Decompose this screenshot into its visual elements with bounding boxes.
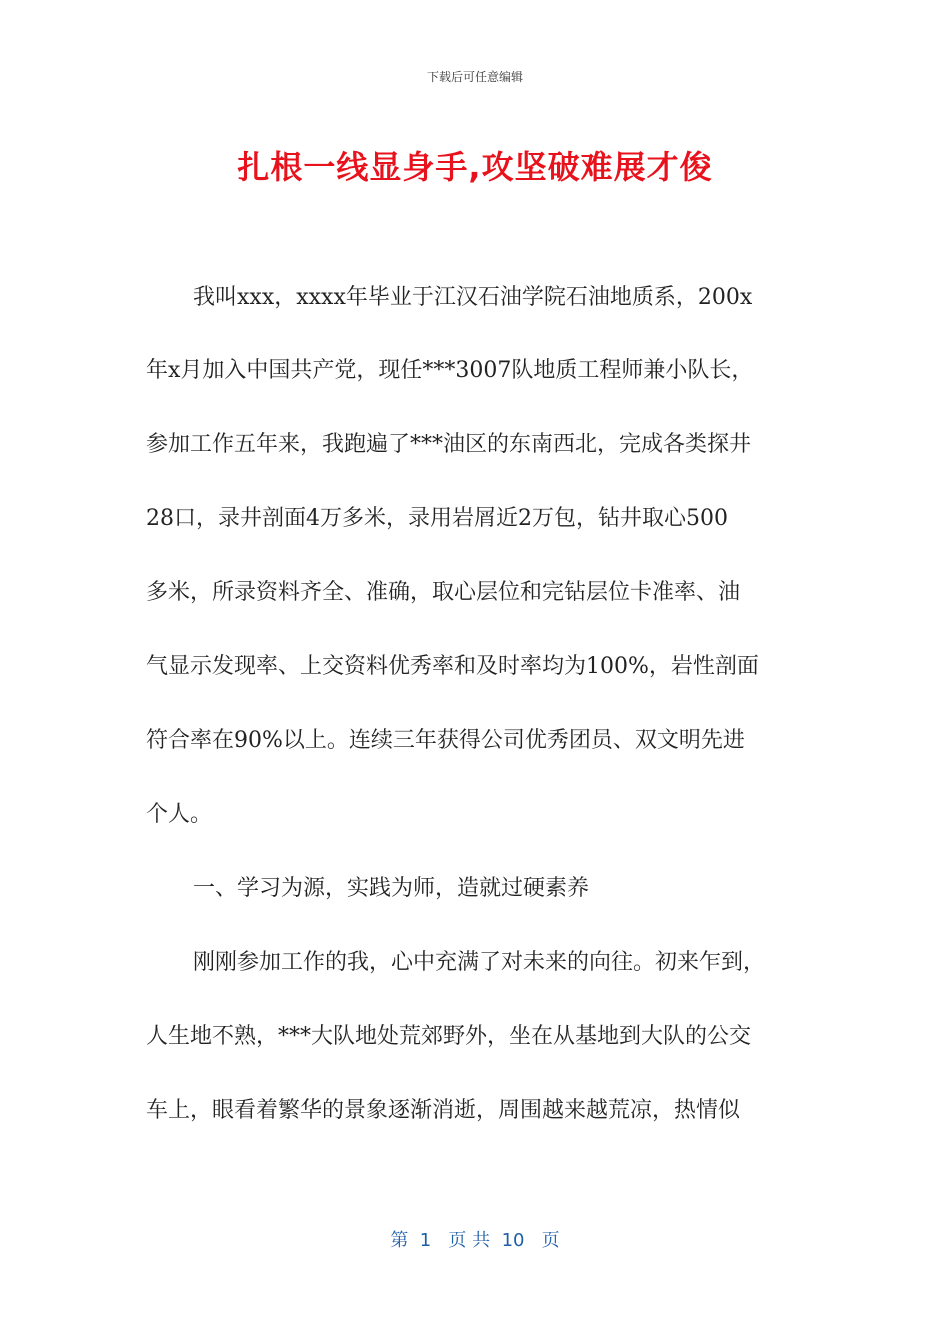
page-number-footer: 第 1 页 共 10 页 [390, 1230, 560, 1251]
paragraph-line: 个人。 [146, 802, 213, 827]
header-note: 下载后可任意编辑 [426, 70, 523, 84]
paragraph-line: 参加工作五年来，我跑遍了***油区的东南西北，完成各类探井 [146, 432, 752, 457]
paragraph-line: 符合率在90%以上。连续三年获得公司优秀团员、双文明先进 [146, 728, 745, 753]
section-heading: 一、学习为源，实践为师，造就过硬素养 [193, 876, 590, 901]
paragraph-line: 年x月加入中国共产党，现任***3007队地质工程师兼小队长， [146, 358, 754, 383]
paragraph-line: 我叫xxx，xxxx年毕业于江汉石油学院石油地质系，200x [193, 285, 753, 310]
document-title: 扎根一线显身手,攻坚破难展才俊 [237, 148, 713, 186]
paragraph-line: 气显示发现率、上交资料优秀率和及时率均为100%，岩性剖面 [146, 654, 759, 679]
paragraph-line: 车上，眼看着繁华的景象逐渐消逝，周围越来越荒凉，热情似 [146, 1098, 741, 1123]
paragraph-line: 刚刚参加工作的我，心中充满了对未来的向往。初来乍到， [193, 950, 766, 975]
paragraph-line: 人生地不熟，***大队地处荒郊野外，坐在从基地到大队的公交 [146, 1024, 752, 1049]
paragraph-line: 多米，所录资料齐全、准确，取心层位和完钻层位卡准率、油 [146, 580, 741, 605]
paragraph-line: 28口，录井剖面4万多米，录用岩屑近2万包，钻井取心500 [146, 506, 728, 531]
